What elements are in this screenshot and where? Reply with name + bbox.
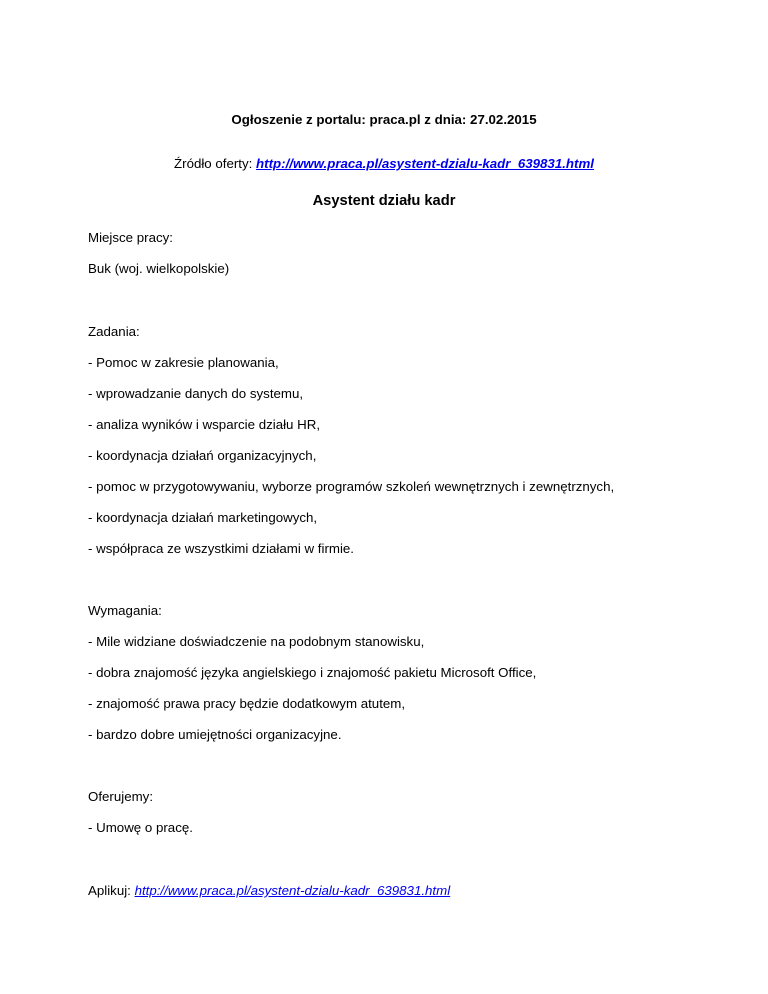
tasks-label: Zadania:: [88, 324, 140, 339]
source-label: Źródło oferty:: [174, 156, 257, 171]
task-item: - wprowadzanie danych do systemu,: [88, 386, 304, 401]
task-item: - współpraca ze wszystkimi działami w firmie.: [88, 541, 354, 556]
announcement-heading: Ogłoszenie z portalu: praca.pl z dnia: 27.02.2015: [231, 112, 537, 127]
apply-label: Aplikuj:: [88, 883, 135, 898]
apply-link[interactable]: http://www.praca.pl/asystent-dzialu-kadr_639831.html: [134, 883, 451, 898]
requirement-item: - Mile widziane doświadczenie na podobnym stanowisku,: [88, 634, 425, 649]
source-link[interactable]: http://www.praca.pl/asystent-dzialu-kadr_639831.html: [256, 156, 594, 171]
task-item: - pomoc w przygotowywaniu, wyborze programów szkoleń wewnętrznych i zewnętrznych,: [88, 479, 615, 494]
offer-label: Oferujemy:: [88, 789, 154, 804]
job-title: Asystent działu kadr: [312, 193, 456, 209]
requirement-item: - bardzo dobre umiejętności organizacyjne.: [88, 727, 342, 742]
location-label: Miejsce pracy:: [88, 230, 173, 245]
offer-item: - Umowę o pracę.: [88, 820, 193, 835]
location-value: Buk (woj. wielkopolskie): [88, 261, 230, 276]
task-item: - analiza wyników i wsparcie działu HR,: [88, 417, 321, 432]
source-line: [0, 156, 768, 172]
task-item: - Pomoc w zakresie planowania,: [88, 355, 279, 370]
task-item: - koordynacja działań marketingowych,: [88, 510, 318, 525]
requirement-item: - dobra znajomość języka angielskiego i znajomość pakietu Microsoft Office,: [88, 665, 537, 680]
requirements-label: Wymagania:: [88, 603, 162, 618]
apply-line: [88, 883, 450, 899]
requirement-item: - znajomość prawa pracy będzie dodatkowym atutem,: [88, 696, 406, 711]
task-item: - koordynacja działań organizacyjnych,: [88, 448, 317, 463]
